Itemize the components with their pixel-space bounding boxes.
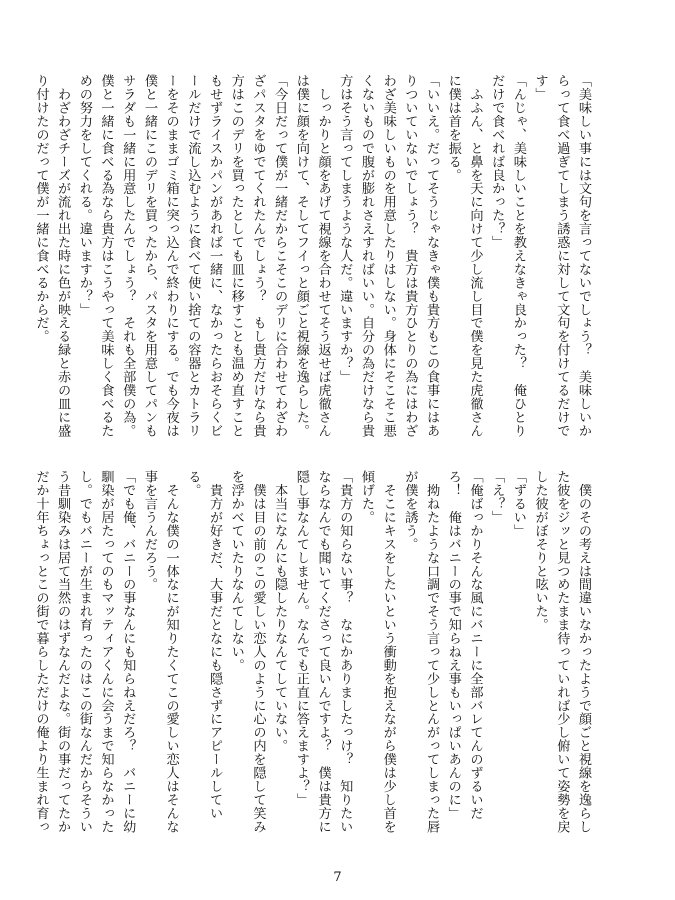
page-number: 7 [333, 870, 342, 885]
lower-text-block [33, 470, 594, 834]
text-line: す」 [532, 74, 548, 101]
text-line: 僕は目の前のこの愛しい恋人のように心の内を隠して笑み [250, 470, 266, 834]
text-line: だけで食べれば良かった？」 [489, 74, 505, 249]
text-line: した彼がぼそりと呟いた。 [532, 470, 548, 632]
text-line: 僕のその考えは間違いなかったようで顔ごと視線を逸らし [576, 470, 591, 834]
text-line: 「貴方の知らない事？ なにかありましたっけ？ 知りたい [337, 470, 353, 834]
text-line: 事を言うんだろう。 [141, 470, 157, 592]
text-line: ールだけで流し込むように食べて使い捨ての容器とカトラリ [185, 74, 201, 438]
text-line: ーをそのままゴミ箱に突っ込んで終わりにする。でも今夜は [163, 74, 179, 438]
text-line: 僕と一緒に食べる為なら貴方はこうやって美味しく食べるた [98, 74, 114, 438]
text-line: り付けたのだって僕が一緒に食べるからだ。 [33, 74, 49, 343]
text-line: りついていないでしょう？ 貴方は貴方ひとりの為にはわざ [402, 74, 418, 438]
text-line: 拗ねたような口調でそう言って少しとんがってしまった唇 [424, 470, 440, 834]
text-line: 馴染が居たってのもマッティアくんに会うまで知らなかった [98, 470, 114, 834]
text-line: サラダも一緒に用意したんでしょう？ それも全部僕の為。 [120, 74, 136, 438]
text-line: しっかりと顔をあげて視線を合わせてそう返せば虎徹さん [315, 74, 331, 438]
text-line: ならなんでも聞いてくださって良いんですよ？ 僕は貴方に [315, 470, 331, 834]
text-line: 本当になんにも隠したりなんてしていない。 [272, 470, 288, 753]
upper-text-block [33, 74, 594, 438]
text-line: 「でも俺、バニーの事なんにも知らねえだろ？ バニーに幼 [120, 470, 136, 834]
text-line: くないもので腹が膨れさえすればいい。自分の為だけなら貴 [358, 74, 374, 438]
text-line: に僕は首を振る。 [445, 74, 461, 182]
text-line: 貴方が好きだ、大事だとなにも隠さずにアピールしてい [207, 470, 223, 820]
text-line: もせずライスかパンがあれば一緒に、なかったらおそらくビ [207, 74, 223, 438]
text-line: 傾げた。 [358, 470, 374, 524]
text-line: めの努力をしてくれる。違いますか？」 [76, 74, 92, 317]
text-line: 方はそう言ってしまうような人だ。違いますか？」 [337, 74, 353, 384]
text-line: わざわざチーズが流れ出た時に色が映える緑と赤の皿に盛 [55, 74, 71, 438]
text-line: を浮かべていたりなんてしない。 [228, 470, 244, 672]
text-line: る。 [185, 470, 201, 497]
text-line: 「美味しい事には文句を言ってないでしょう？ 美味しいか [576, 74, 591, 438]
text-line: 「え？」 [489, 470, 505, 524]
text-line: し。でもバニーが生まれ育ったのはこの街なんだからそうい [76, 470, 92, 834]
text-line: 「俺ばっかりそんな風にバニーに全部バレてんのずるいだ [467, 470, 483, 820]
text-line: ざパスタをゆでてくれたんでしょう？ もし貴方だけなら貴 [250, 74, 266, 438]
text-line: ふふん、と鼻を天に向けて少し流し目で僕を見た虎徹さん [467, 74, 483, 438]
text-line: 「ずるい」 [510, 470, 526, 538]
text-line: 「いいえ。だってそうじゃなきゃ僕も貴方もこの食事にはあ [424, 74, 440, 438]
text-line: 隠し事なんてしません。なんでも正直に答えますよ？」 [293, 470, 309, 807]
text-line: 僕と一緒にこのデリを買ったから、パスタを用意してパンも [141, 74, 157, 438]
text-line: 「今日だって僕が一緒だからこそこのデリに合わせてわざわ [272, 74, 288, 438]
text-line: そんな僕の一体なにが知りたくてこの愛しい恋人はそんな [163, 470, 179, 834]
text-line: わざ美味しいものを用意したりはしない。身体にそこそこ悪 [380, 74, 396, 438]
text-line: う昔馴染みは居て当然のはずなんだよな。街の事だってたか [55, 470, 71, 834]
text-line: 方はこのデリを買ったとしても皿に移すことも温め直すこと [228, 74, 244, 438]
text-line: が僕を誘う。 [402, 470, 418, 551]
text-line: らって食べ過ぎてしまう誘惑に対して文句を付けてるだけで [554, 74, 570, 438]
text-line: た彼をジッと見つめたまま待っていれば少し俯いて姿勢を戻 [554, 470, 570, 834]
text-line: は僕に顔を向けて、そしてフイっと顔ごと視線を逸らした。 [293, 74, 309, 438]
text-line: だか十年ちょっとこの街で暮らしただけの俺より生まれ育っ [33, 470, 49, 834]
text-line: 「んじゃ、美味しいことを教えなきゃ良かった？ 俺ひとり [510, 74, 526, 438]
text-line: そこにキスをしたいという衝動を抱えながら僕は少し首を [380, 470, 396, 834]
text-line: ろ！ 俺はバニーの事で知らねえ事もいっぱいあんのに」 [445, 470, 461, 820]
